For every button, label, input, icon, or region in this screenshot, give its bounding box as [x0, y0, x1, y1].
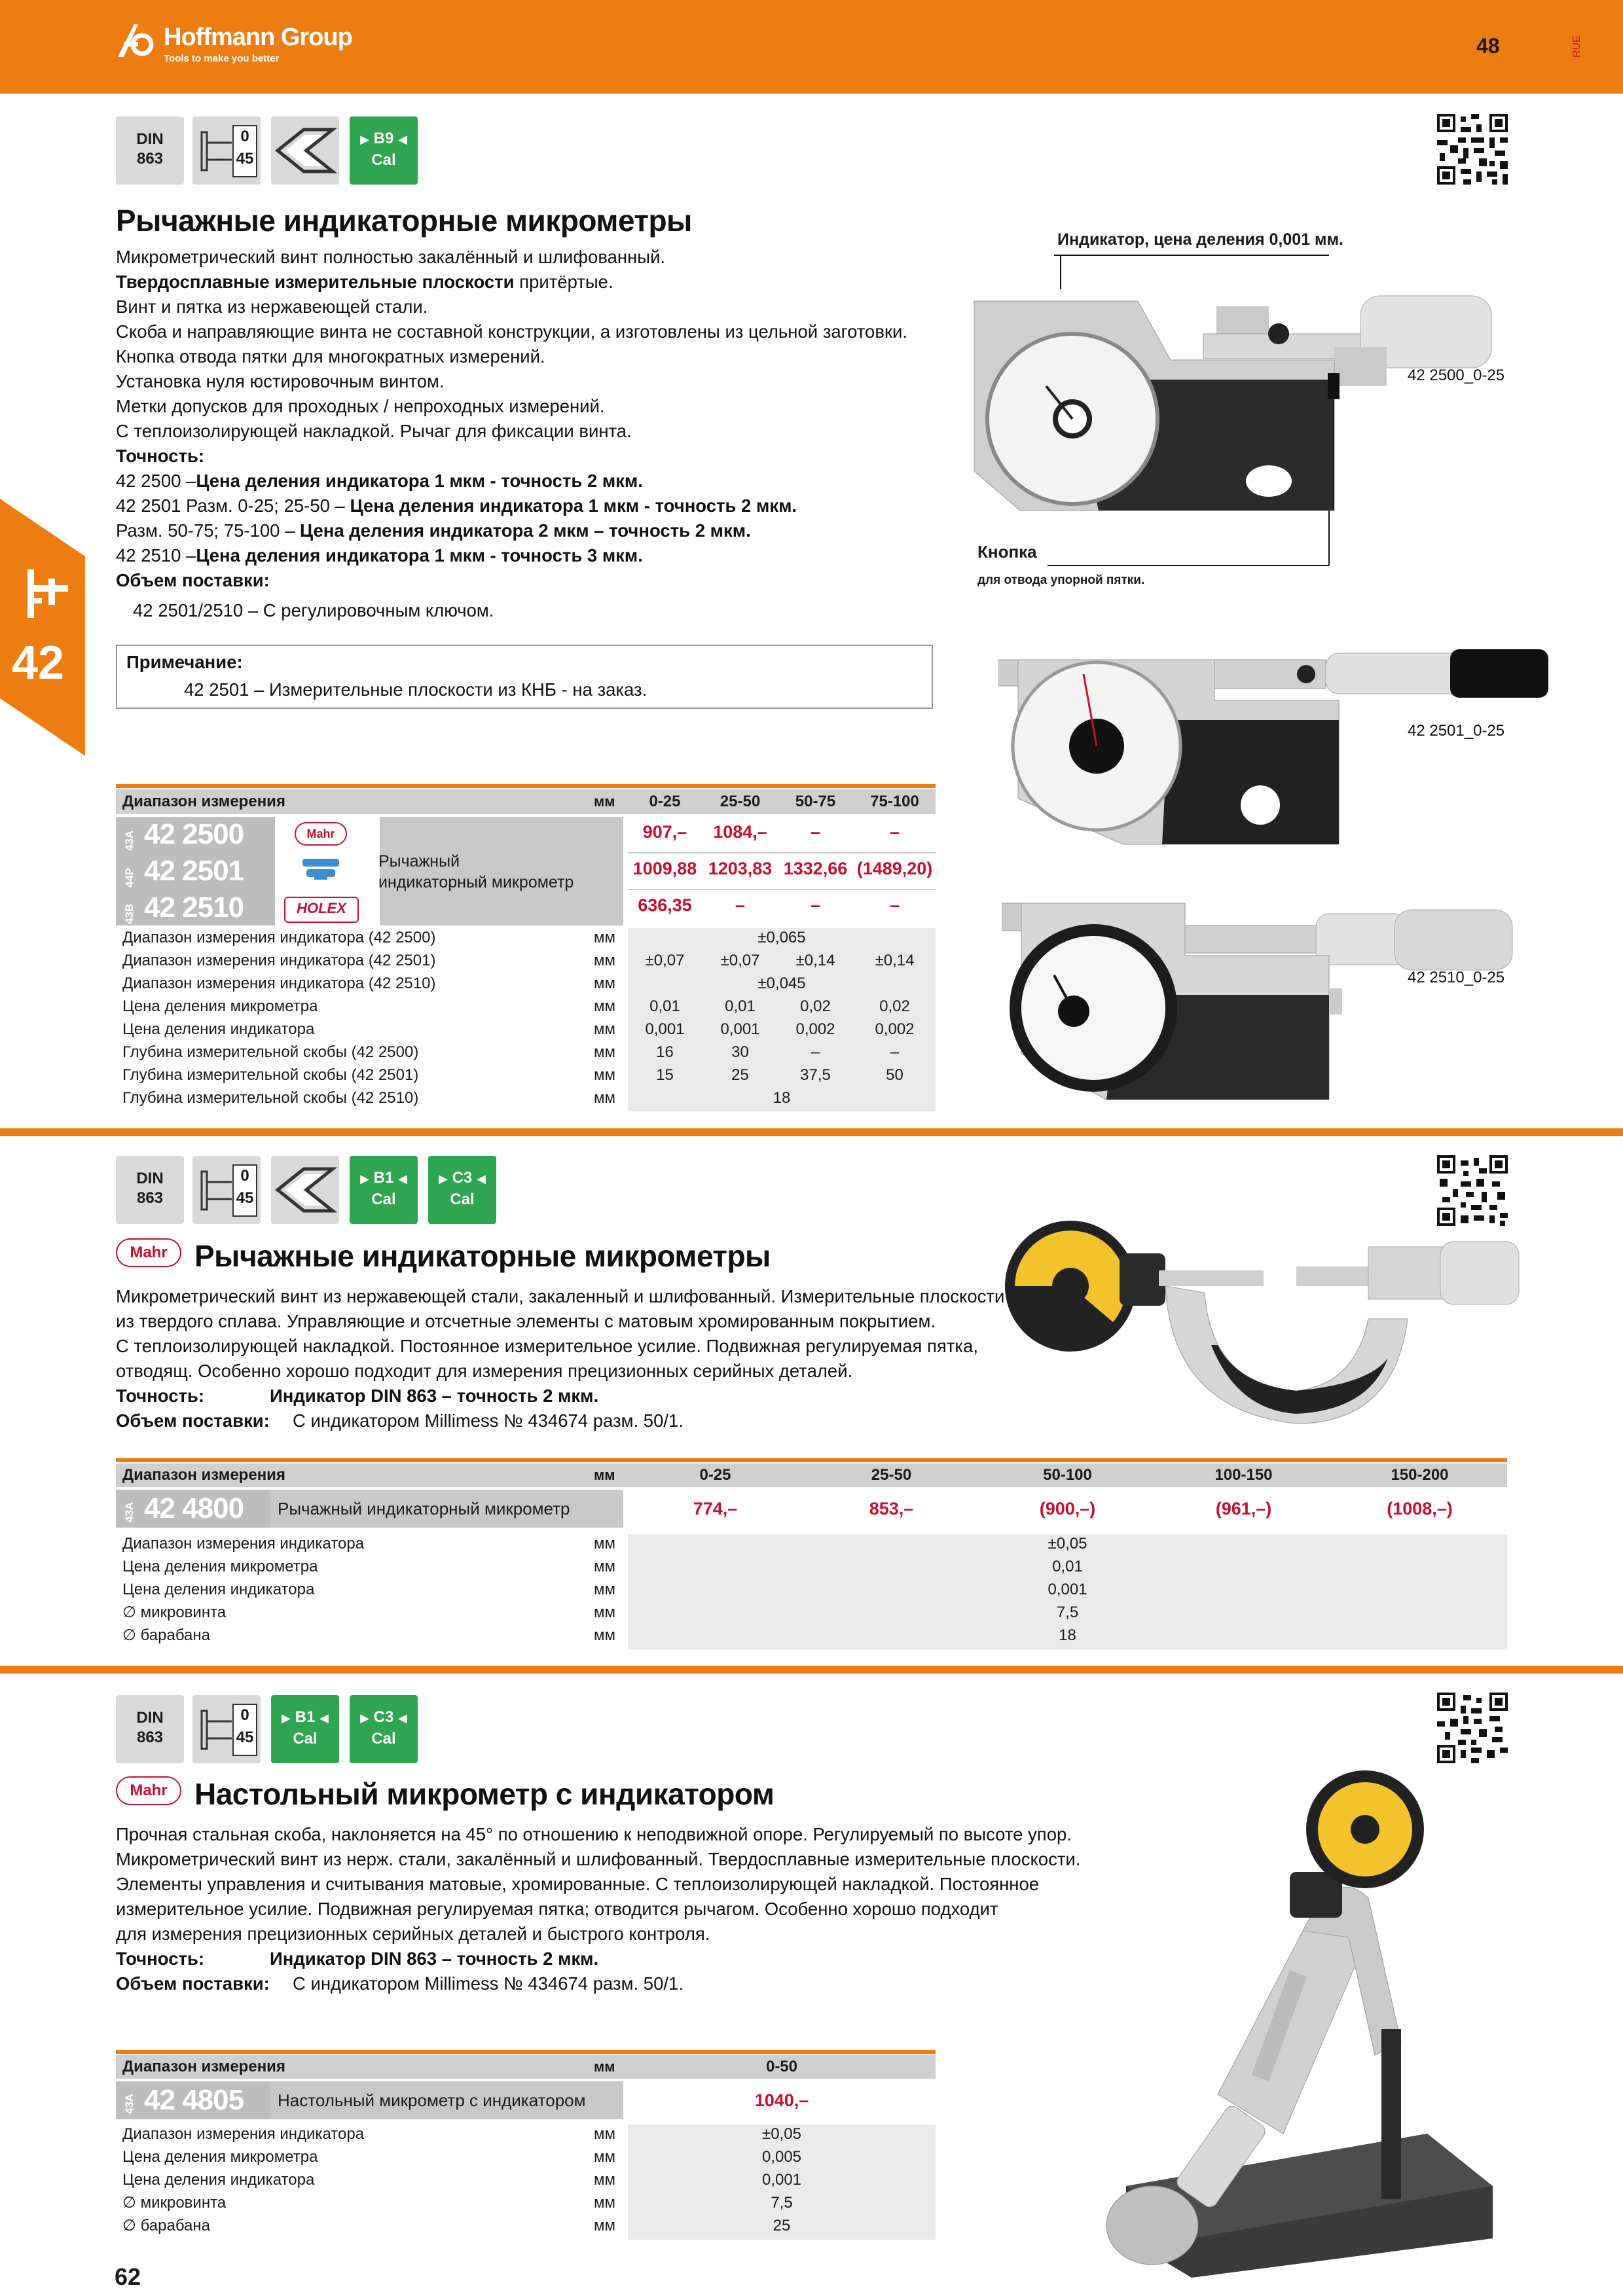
desc-line: Метки допусков для проходных / непроходных измерений.: [116, 396, 605, 416]
spec-value: 16: [656, 1043, 674, 1061]
cal-label: Cal: [450, 1191, 475, 1208]
desc-line: Скоба и направляющие винта не составной конструкции, а изготовлены из цельной заготовки.: [116, 321, 907, 342]
spec-value: 0,01: [649, 997, 680, 1015]
cal-class: C3: [373, 1708, 394, 1726]
note-text: 42 2501 – Измерительные плоскости из КНБ - на заказ.: [184, 679, 647, 700]
price: 636,35: [638, 895, 692, 915]
desc-line: Винт и пятка из нержавеющей стали.: [116, 296, 428, 317]
spec-value: –: [811, 1043, 820, 1061]
range-max: 45: [236, 150, 254, 168]
header-label: Диапазон измерения: [122, 2058, 285, 2075]
cal-class: B1: [295, 1708, 316, 1726]
price: 1009,88: [632, 859, 697, 878]
header-unit: мм: [594, 1467, 615, 1483]
spec-value: 15: [656, 1066, 674, 1084]
col-header: 25-50: [720, 793, 761, 810]
price: (900,–): [1039, 1499, 1096, 1518]
article-prefix: 44P: [123, 867, 136, 888]
spec-value: 0,002: [875, 1020, 915, 1038]
spec-label: Цена деления микрометра: [122, 1558, 318, 1575]
col-header: 50-100: [1043, 1466, 1092, 1484]
price: 1203,83: [708, 859, 773, 878]
section1-title: Рычажные индикаторные микрометры: [116, 204, 692, 238]
spec-value: 25: [773, 2217, 791, 2234]
col-header: 0-50: [765, 2058, 798, 2075]
din-badge: [116, 117, 184, 185]
col-header: 100-150: [1214, 1466, 1273, 1484]
spec-label: Диапазон измерения индикатора: [122, 1535, 365, 1552]
calibration-badge: ▶ B1 ◀ Cal: [271, 1695, 339, 1763]
price: 774,–: [693, 1499, 738, 1518]
spec-unit: мм: [594, 1626, 615, 1644]
spec-label: ∅ барабана: [122, 1626, 210, 1644]
cal-class: B9: [373, 130, 394, 147]
spec-value: ±0,14: [795, 952, 835, 969]
cal-class: B1: [373, 1169, 394, 1187]
spec-unit: мм: [594, 1089, 615, 1107]
spec-value: 0,001: [720, 1020, 760, 1038]
spec-label: Цена деления микрометра: [122, 997, 318, 1015]
holex-logo: HOLEX: [284, 897, 359, 923]
price: 1040,–: [754, 2090, 809, 2110]
brand-logo: [164, 24, 352, 64]
spec-unit: мм: [594, 2171, 615, 2189]
table1-header: [116, 789, 936, 814]
spec-value: ±0,05: [1048, 1535, 1087, 1552]
spec-label: ∅ барабана: [122, 2217, 210, 2234]
spec-value: ±0,07: [720, 952, 760, 969]
article-prefix: 43A: [123, 830, 136, 851]
garant-logo-icon: [301, 856, 340, 881]
price: (961,–): [1215, 1499, 1272, 1518]
angle-badge: [271, 117, 339, 185]
din-number: 863: [136, 150, 164, 168]
note-label: Примечание:: [126, 652, 243, 672]
price: –: [810, 895, 821, 915]
table2-header: [116, 1463, 1507, 1487]
desc-line: для измерения прецизионных серийных деталей и быстрого контроля.: [116, 1924, 710, 1944]
image-caption: 42 2510_0-25: [1408, 969, 1505, 986]
supply-line: Объем поставки: С индикатором Millimess № 434674 разм. 50/1.: [116, 1410, 684, 1431]
accuracy-label: Точность:: [116, 446, 205, 466]
spec-label: Цена деления индикатора: [122, 2171, 315, 2189]
article-number[interactable]: 42 2501: [144, 855, 244, 887]
spec-unit: мм: [594, 2194, 615, 2212]
product-name: Рычажный индикаторный микрометр: [278, 1499, 570, 1518]
spec-value: 0,002: [795, 1020, 835, 1038]
price: (1008,–): [1387, 1499, 1453, 1518]
din-label: DIN: [136, 130, 164, 148]
spec-label: Цена деления микрометра: [122, 2148, 318, 2166]
accuracy-line: 42 2510 –Цена деления индикатора 1 мкм - точность 3 мкм.: [116, 545, 643, 565]
table-rule: [116, 2050, 936, 2054]
calibration-badge: ▶ C3 ◀ Cal: [428, 1156, 496, 1224]
article-number[interactable]: 42 4805: [144, 2084, 244, 2116]
calibration-badge: ▶ B9 ◀ Cal: [350, 117, 418, 185]
header-label: Диапазон измерения: [122, 1466, 285, 1484]
spec-value: ±0,14: [875, 952, 915, 969]
section-divider: [0, 1666, 1623, 1674]
callout-button-sub: для отвода упорной пятки.: [977, 573, 1145, 587]
image-caption: 42 2501_0-25: [1408, 722, 1505, 740]
spec-unit: мм: [594, 1558, 615, 1575]
spec-unit: мм: [594, 975, 615, 992]
accuracy-line: 42 2501 Разм. 0-25; 25-50 – Цена деления индикатора 1 мкм - точность 2 мкм.: [116, 495, 797, 516]
din-label: DIN: [136, 1709, 164, 1727]
desc-line: Твердосплавные измерительные плоскости притёртые.: [116, 272, 613, 292]
spec-label: Диапазон измерения индикатора (42 2500): [122, 929, 436, 946]
spec-label: Цена деления индикатора: [122, 1581, 315, 1598]
section-divider: [0, 1128, 1623, 1136]
desc-line: из твердого сплава. Управляющие и отсчетные элементы с матовым хромированным покрытием.: [116, 1311, 936, 1331]
desc-line: измерительное усилие. Подвижная регулируемая пятка; отводится рычагом. Особенно хорошо подходит: [116, 1899, 998, 1919]
calibration-badge: ▶ C3 ◀ Cal: [350, 1695, 418, 1763]
spec-value: 7,5: [1056, 1604, 1079, 1621]
spec-unit: мм: [594, 1043, 615, 1061]
image-caption: 42 2500_0-25: [1408, 367, 1505, 384]
micrometer-422510-image: [1002, 897, 1525, 1109]
price: 907,–: [642, 822, 687, 842]
spec-value: 0,001: [761, 2171, 802, 2189]
spec-unit: мм: [594, 929, 615, 946]
col-header: 25-50: [871, 1466, 912, 1484]
cal-class: C3: [452, 1169, 473, 1187]
range-min: 0: [240, 128, 249, 145]
article-prefix: 43A: [123, 2093, 136, 2114]
spec-table: [116, 1534, 1507, 1652]
range-badge: [192, 1695, 261, 1763]
spec-unit: мм: [594, 997, 615, 1015]
section2-description: [116, 1284, 1032, 1433]
header-label: Диапазон измерения: [122, 793, 285, 810]
section3-title: Настольный микрометр с индикатором: [194, 1777, 775, 1811]
angle-block-icon: [271, 117, 339, 185]
supply-line: Объем поставки: С индикатором Millimess № 434674 разм. 50/1.: [116, 1973, 684, 1994]
spec-unit: мм: [594, 2217, 615, 2234]
accuracy-line: Точность: Индикатор DIN 863 – точность 2 мкм.: [116, 1386, 599, 1406]
spec-value: 0,01: [725, 997, 756, 1015]
col-header: 50-75: [795, 793, 836, 810]
calibration-badge: ▶ B1 ◀ Cal: [350, 1156, 418, 1224]
spec-value: 0,02: [879, 997, 910, 1015]
range-max: 45: [236, 1189, 254, 1207]
spec-value: 37,5: [800, 1066, 831, 1084]
language-code: RUE: [1571, 35, 1582, 58]
cal-label: Cal: [371, 1730, 396, 1748]
spec-label: ∅ микровинта: [122, 2194, 227, 2212]
accuracy-line: Точность: Индикатор DIN 863 – точность 2 мкм.: [116, 1948, 599, 1969]
desc-line: Установка нуля юстировочным винтом.: [116, 371, 445, 391]
qr-code-icon[interactable]: [1437, 1693, 1508, 1763]
spec-label: Глубина измерительной скобы (42 2501): [122, 1066, 419, 1084]
brand-name: Hoffmann Group: [164, 24, 352, 51]
price: 1332,66: [783, 859, 848, 878]
mahr-logo: Mahr: [295, 822, 347, 846]
article-prefix: 43B: [123, 903, 136, 924]
qr-code-icon[interactable]: [1437, 114, 1508, 185]
micrometer-422501-image: [998, 648, 1555, 861]
mahr-logo: Mahr: [116, 1776, 181, 1805]
caliper-icon: [14, 564, 73, 626]
spec-value: ±0,05: [762, 2125, 801, 2143]
range-min: 0: [240, 1167, 249, 1185]
price: –: [810, 822, 821, 842]
desc-line: Микрометрический винт из нерж. стали, закалённый и шлифованный. Твердосплавные измерительные плоскости.: [116, 1849, 1081, 1869]
callout-indicator: Индикатор, цена деления 0,001 мм.: [1057, 230, 1343, 249]
spec-table: [116, 2125, 936, 2242]
section2-title: Рычажные индикаторные микрометры: [194, 1239, 771, 1273]
spec-value: 30: [731, 1043, 749, 1061]
header-unit: мм: [594, 793, 615, 810]
spec-unit: мм: [594, 1066, 615, 1084]
product-name: Рычажный индикаторный микрометр: [378, 852, 574, 891]
cal-label: Cal: [371, 151, 396, 169]
micrometer-424800-image: [1002, 1214, 1525, 1440]
cal-label: Cal: [371, 1191, 396, 1208]
price: –: [889, 895, 900, 915]
spec-value: 0,01: [1052, 1558, 1083, 1575]
mahr-logo: Mahr: [116, 1238, 181, 1267]
desc-line: Кнопка отвода пятки для многократных измерений.: [116, 346, 545, 367]
col-header: 0-25: [649, 793, 681, 810]
article-number[interactable]: 42 4800: [144, 1492, 244, 1524]
price: (1489,20): [856, 859, 933, 878]
article-number[interactable]: 42 2510: [144, 891, 244, 924]
spec-value: 50: [886, 1066, 903, 1084]
chapter-tab: [0, 499, 85, 756]
spec-unit: мм: [594, 952, 615, 969]
chapter-number: 42: [12, 637, 65, 689]
spec-value: 0,001: [1048, 1581, 1087, 1598]
price: 1084,–: [713, 822, 767, 842]
spec-label: Глубина измерительной скобы (42 2510): [122, 1089, 419, 1107]
spec-label: Диапазон измерения индикатора (42 2501): [122, 952, 436, 969]
din-number: 863: [136, 1729, 164, 1746]
spec-value: ±0,07: [645, 952, 685, 969]
desc-line: Прочная стальная скоба, наклоняется на 45° по отношению к неподвижной опоре. Регулируемый по высоте упор.: [116, 1824, 1072, 1844]
spec-value: ±0,045: [757, 975, 806, 992]
article-number[interactable]: 42 2500: [144, 818, 244, 850]
table-rule: [116, 1458, 1507, 1462]
page-number-top: 48: [1476, 34, 1500, 58]
price: 853,–: [869, 1499, 914, 1518]
spec-unit: мм: [594, 2148, 615, 2166]
spec-label: Диапазон измерения индикатора (42 2510): [122, 975, 436, 992]
brand-tagline: Tools to make you better: [164, 53, 280, 64]
spec-value: 0,001: [645, 1020, 685, 1038]
angle-badge: [271, 1156, 339, 1224]
spec-label: ∅ микровинта: [122, 1604, 227, 1621]
din-number: 863: [136, 1189, 164, 1207]
angle-block-icon: [271, 1156, 339, 1224]
desc-line: С теплоизолирующей накладкой. Рычаг для фиксации винта.: [116, 421, 632, 441]
desc-line: отводящ. Особенно хорошо подходит для измерения прецизионных серийных деталей.: [116, 1361, 853, 1381]
table-rule: [116, 784, 936, 788]
col-header: 0-25: [699, 1466, 731, 1484]
price-grid: [628, 817, 936, 925]
desc-line: Микрометрический винт из нержавеющей стали, закаленный и шлифованный. Измерительные плоскости: [116, 1286, 1005, 1306]
spec-label: Цена деления индикатора: [122, 1020, 315, 1038]
din-badge: [116, 1156, 184, 1224]
spec-unit: мм: [594, 1604, 615, 1621]
accuracy-line: Разм. 50-75; 75-100 – Цена деления индикатора 2 мкм – точность 2 мкм.: [116, 520, 751, 541]
supply-text: 42 2501/2510 – С регулировочным ключом.: [133, 600, 494, 620]
callout-button: Кнопка: [977, 542, 1037, 562]
header-unit: мм: [594, 2058, 615, 2075]
spec-value: ±0,065: [757, 929, 806, 946]
din-badge: [116, 1695, 184, 1763]
spec-value: 25: [731, 1066, 749, 1084]
spec-unit: мм: [594, 1581, 615, 1598]
range-min: 0: [240, 1706, 249, 1724]
spec-unit: мм: [594, 1535, 615, 1552]
spec-value: 0,02: [800, 997, 831, 1015]
desc-line: Микрометрический винт полностью закалённый и шлифованный.: [116, 247, 666, 267]
spec-unit: мм: [594, 1020, 615, 1038]
spec-value: 18: [1059, 1626, 1076, 1644]
spec-value: 18: [773, 1089, 791, 1107]
price: –: [889, 822, 900, 842]
article-prefix: 43A: [123, 1501, 136, 1522]
note-box: [116, 645, 933, 709]
spec-value: 0,005: [761, 2148, 802, 2166]
spec-label: Глубина измерительной скобы (42 2500): [122, 1043, 419, 1061]
spec-label: Диапазон измерения индикатора: [122, 2125, 365, 2143]
bench-micrometer-424805-image: [1087, 1767, 1506, 2281]
table3-header: [116, 2055, 936, 2079]
desc-line: Элементы управления и считывания матовые, хромированные. С теплоизолирующей накладкой. Постоянное: [116, 1874, 1040, 1894]
section1-description: [116, 245, 967, 623]
spec-value: 7,5: [771, 2194, 793, 2212]
micrometer-422500-image: [968, 288, 1531, 527]
accuracy-line: 42 2500 –Цена деления индикатора 1 мкм - точность 2 мкм.: [116, 471, 643, 491]
section3-description: [116, 1822, 1163, 1996]
cal-label: Cal: [293, 1730, 318, 1748]
product-name: Настольный микрометр с индикатором: [278, 2090, 586, 2110]
spec-table: [116, 928, 936, 1111]
range-badge: [192, 117, 261, 185]
spec-value: –: [890, 1043, 900, 1061]
range-max: 45: [236, 1729, 254, 1746]
supply-label: Объем поставки:: [116, 570, 270, 590]
price: –: [735, 895, 746, 915]
brand-logo-icon: [115, 21, 160, 63]
col-header: 150-200: [1391, 1466, 1449, 1484]
page-number-bottom: 62: [115, 2263, 141, 2290]
din-label: DIN: [136, 1170, 164, 1187]
col-header: 75-100: [870, 793, 919, 810]
spec-unit: мм: [594, 2125, 615, 2143]
range-badge: [192, 1156, 261, 1224]
desc-line: С теплоизолирующей накладкой. Постоянное измерительное усилие. Подвижная регулируемая пятка,: [116, 1336, 978, 1356]
